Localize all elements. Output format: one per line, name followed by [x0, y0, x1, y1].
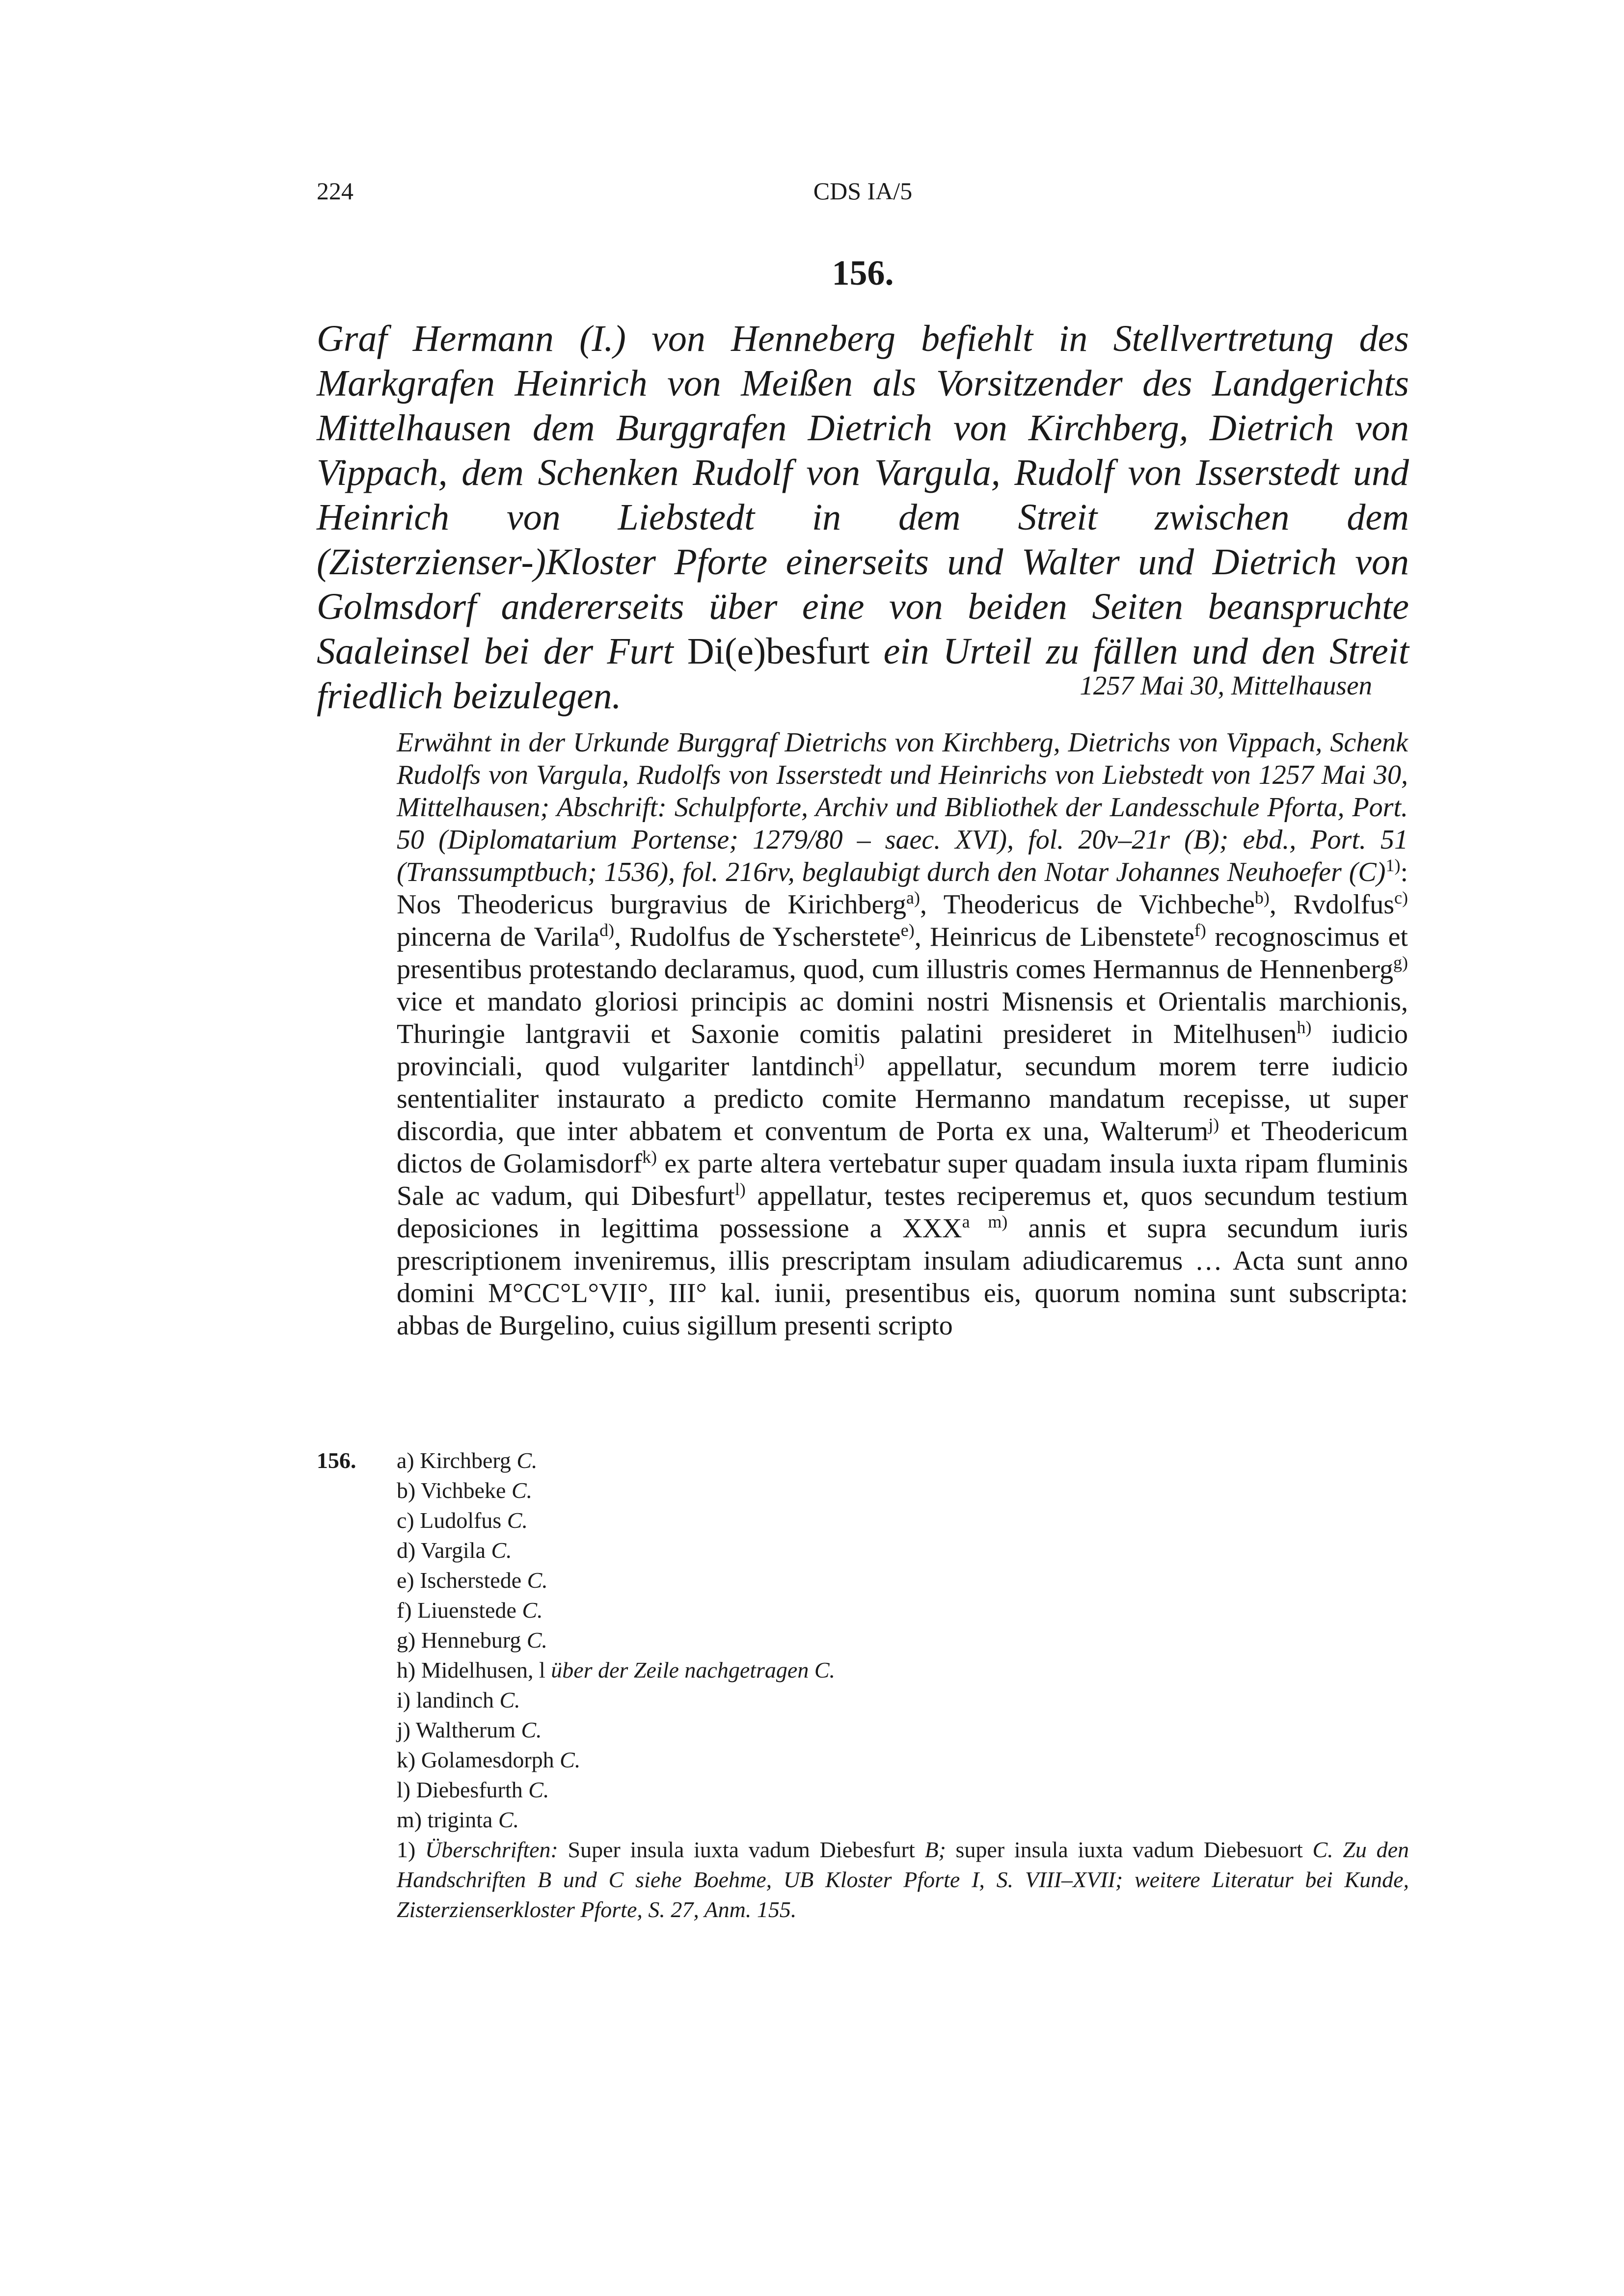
footnote-marker: 1): [1385, 855, 1401, 875]
footnote-source: C. Zu den Handschriften B und C siehe Boehme, UB Kloster Pforte I, S. VIII–XVII; weitere Literatur bei Kunde, Zisterzienserkloster Pforte, S. 27, Anm. 155.: [397, 1837, 1409, 1922]
footnote-marker: h): [1297, 1017, 1312, 1037]
footnote-text: g) Henneburg: [397, 1628, 521, 1653]
footnote-marker: c): [1394, 888, 1408, 908]
footnote-source: C.: [516, 1598, 543, 1623]
footnote-source: C.: [494, 1687, 520, 1712]
body-text: iudicio provinciali, quod vulgariter lantdinch: [397, 1019, 1408, 1082]
footnote-marker: b): [1254, 888, 1270, 908]
body-text: vice et mandato gloriosi principis ac domini nostri Misnensis et Orientalis marchionis, Thuringie lantgravii et Saxonie comitis palatini presideret in Mitelhusen: [397, 987, 1408, 1049]
footnote-item: [397, 1445, 1409, 1475]
footnote-item: [397, 1625, 1409, 1655]
footnote-source: C.: [521, 1628, 548, 1653]
footnote-marker: l): [734, 1179, 746, 1199]
footnote-source: C.: [501, 1508, 528, 1533]
body-text: et Theodericum dictos de Golamisdorf: [397, 1116, 1408, 1179]
footnote-marker: i): [854, 1050, 865, 1069]
body-text: , Rvdolfus: [1269, 889, 1395, 920]
footnote-item: [397, 1475, 1409, 1505]
page-header: [317, 177, 1409, 211]
footnote-item: [397, 1805, 1409, 1835]
footnotes-number: 156.: [317, 1448, 356, 1473]
footnote-item: [397, 1745, 1409, 1775]
running-title: CDS IA/5: [813, 177, 913, 205]
regest-text: Graf Hermann (I.) von Henneberg befiehlt in Stellvertretung des Markgrafen Heinrich von Meißen als Vorsitzender des Landgerichts Mittelhausen dem Burggrafen Dietrich von Kirchberg, Dietrich von Vippach, dem Schenken Rudolf von Vargula, Rudolf von Isserstedt und Heinrich von Liebstedt in dem Streit zwischen dem (Zisterzienser-)Kloster Pforte einerseits und Walter und Dietrich von Golmsdorf andererseits über eine von beiden Seiten beanspruchte Saaleinsel bei der Furt: [317, 318, 1409, 672]
regest: [317, 317, 1409, 719]
footnote-source: C.: [511, 1448, 538, 1473]
body-text: pincerna de Varila: [397, 922, 600, 952]
body-text: , Rudolfus de Yscherstete: [614, 922, 901, 952]
footnote-source: über der Zeile nachgetragen C.: [545, 1657, 836, 1682]
body-intro: Erwähnt in der Urkunde Burggraf Dietrichs von Kirchberg, Dietrichs von Vippach, Schenk Rudolfs von Vargula, Rudolfs von Isserstedt und Heinrichs von Liebstedt von 1257 Mai 30, Mittelhausen; Abschrift: Schulpforte, Archiv und Bibliothek der Landesschule Pforta, Port. 50 (Diplomatarium Portense; 1279/80 – saec. XVI), fol. 20v–21r (B); ebd., Port. 51 (Transsumptbuch; 1536), fol. 216rv, beglaubigt durch den Notar Johannes Neuhoefer (C): [397, 727, 1408, 887]
footnote-item-sources: [397, 1835, 1409, 1924]
footnote-text: j) Waltherum: [397, 1717, 515, 1742]
body-text: ex parte altera vertebatur super quadam insula iuxta ripam fluminis Sale ac vadum, qui Dibesfurt: [397, 1148, 1408, 1211]
body-text: , Heinricus de Libenstete: [914, 922, 1194, 952]
footnote-text: Super insula iuxta vadum Diebesfurt: [558, 1837, 925, 1862]
footnote-text: i) landinch: [397, 1687, 494, 1712]
footnote-item: [397, 1655, 1409, 1685]
footnote-label: Überschriften:: [425, 1837, 558, 1862]
footnote-marker: d): [599, 920, 615, 940]
footnote-text: d) Vargila: [397, 1538, 486, 1563]
footnote-item: [397, 1685, 1409, 1715]
body-text: , Theodericus de Vichbeche: [920, 889, 1255, 920]
footnote-text: m) triginta: [397, 1807, 493, 1832]
dating-line: 1257 Mai 30, Mittelhausen: [1080, 670, 1372, 700]
footnote-marker: j): [1208, 1115, 1219, 1134]
footnote-marker: a m): [962, 1212, 1008, 1231]
footnote-source: C.: [554, 1747, 581, 1772]
footnotes: [317, 1445, 1409, 1924]
footnote-source: C.: [506, 1478, 533, 1503]
footnote-source: B;: [924, 1837, 946, 1862]
footnote-text: e) Ischerstede: [397, 1568, 522, 1593]
footnote-text: h) Midelhusen, l: [397, 1657, 545, 1682]
footnote-source: C.: [486, 1538, 512, 1563]
footnote-marker: a): [906, 888, 920, 908]
footnote-text: c) Ludolfus: [397, 1508, 502, 1533]
footnote-source: C.: [521, 1568, 548, 1593]
footnote-text: b) Vichbeke: [397, 1478, 506, 1503]
footnote-text: l) Diebesfurth: [397, 1777, 523, 1802]
footnote-item: [397, 1505, 1409, 1535]
body-text: appellatur, secundum morem terre iudicio sententialiter instaurato a predicto comite Hermanno mandatum recepisse, ut super discordia, que inter abbatem et conventum de Porta ex una, Walterum: [397, 1051, 1408, 1147]
footnote-text: 1): [397, 1837, 425, 1862]
footnote-source: C.: [492, 1807, 519, 1832]
page-number: 224: [317, 177, 353, 205]
body-text: appellatur, testes reciperemus et, quos secundum testium deposiciones in legittima possessione a XXX: [397, 1181, 1408, 1244]
footnote-source: C.: [515, 1717, 542, 1742]
footnote-text: super insula iuxta vadum Diebesuort: [946, 1837, 1313, 1862]
footnote-marker: k): [642, 1147, 657, 1167]
footnote-marker: e): [900, 920, 915, 940]
footnote-text: a) Kirchberg: [397, 1448, 511, 1473]
footnote-item: [397, 1565, 1409, 1595]
document-number: 156.: [832, 253, 894, 293]
body-text: : Nos Theodericus burgravius de Kirichberg: [397, 857, 1408, 920]
regest-place: Di(e)besfurt: [687, 631, 870, 672]
regest-text-end: ein Urteil zu fällen und den Streit friedlich beizulegen.: [317, 631, 1409, 717]
footnote-marker: g): [1393, 953, 1408, 972]
footnote-text: k) Golamesdorph: [397, 1747, 554, 1772]
body-text: recognoscimus et presentibus protestando declaramus, quod, cum illustris comes Hermannus de Hennenberg: [397, 922, 1408, 985]
footnote-item: [397, 1595, 1409, 1625]
footnote-item: [397, 1535, 1409, 1565]
footnote-marker: f): [1194, 920, 1206, 940]
body-text: annis et supra secundum iuris prescriptionem inveniremus, illis prescriptam insulam adiudicaremus … Acta sunt anno domini M°CC°L°VII°, III° kal. iunii, presentibus eis, quorum nomina sunt subscripta: abbas de Burgelino, cuius sigillum presenti scripto: [397, 1213, 1408, 1341]
footnote-item: [397, 1775, 1409, 1805]
document-body: [397, 726, 1408, 1342]
footnote-item: [397, 1715, 1409, 1745]
footnote-text: f) Liuenstede: [397, 1598, 516, 1623]
footnote-source: C.: [522, 1777, 549, 1802]
